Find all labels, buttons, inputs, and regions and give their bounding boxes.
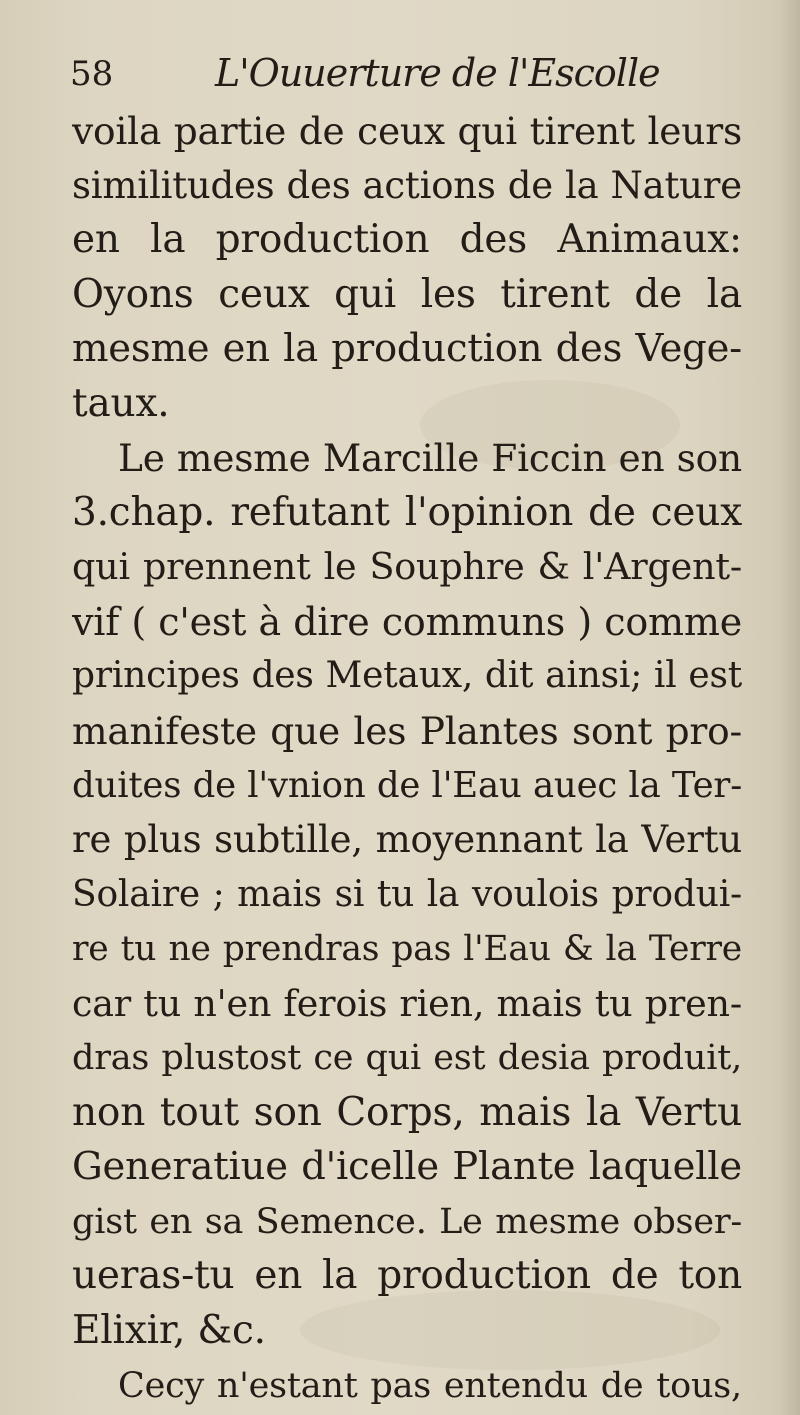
text-line: similitudes des actions de la Nature (72, 163, 742, 207)
text-line: Solaire ; mais si tu la voulois produi- (72, 873, 742, 915)
text-line: manifeste que les Plantes sont pro- (72, 709, 742, 754)
text-line: Elixir, &c. (72, 1308, 266, 1354)
text-line: Le mesme Marcille Ficcin en son (118, 436, 742, 481)
text-line: car tu n'en ferois rien, mais tu pren- (72, 981, 742, 1025)
text-line: qui prennent le Souphre & l'Argent- (72, 545, 742, 589)
text-line: dras plustost ce qui est desia produit, (72, 1038, 742, 1079)
text-line: en la production des Animaux: (72, 217, 742, 263)
text-line: non tout son Corps, mais la Vertu (72, 1089, 742, 1135)
body-text (72, 104, 742, 1413)
text-line: vif ( c'est à dire communs ) comme (72, 599, 742, 644)
text-line: voila partie de ceux qui tirent leurs (72, 109, 742, 153)
text-line: Oyons ceux qui les tirent de la (72, 271, 742, 317)
page-edge (780, 0, 800, 1415)
text-line: Generatiue d'icelle Plante laquelle (72, 1144, 742, 1190)
text-line: re plus subtille, moyennant la Vertu (72, 818, 742, 862)
text-line: taux. (72, 380, 170, 426)
text-line: re tu ne prendras pas l'Eau & la Terre (72, 929, 742, 970)
text-line: principes des Metaux, dit ainsi; il est (72, 655, 742, 697)
page-number: 58 (70, 54, 114, 94)
text-line: mesme en la production des Vege- (72, 326, 742, 372)
text-line: Cecy n'estant pas entendu de tous, (118, 1365, 742, 1406)
text-line: gist en sa Semence. Le mesme obser- (72, 1201, 742, 1242)
running-title: L'Ouuerture de l'Escolle (215, 51, 660, 95)
text-line: ueras-tu en la production de ton (72, 1253, 742, 1299)
page-header (70, 42, 750, 102)
text-line: duites de l'vnion de l'Eau auec la Ter- (72, 764, 742, 806)
text-line: 3.chap. refutant l'opinion de ceux (72, 489, 742, 535)
